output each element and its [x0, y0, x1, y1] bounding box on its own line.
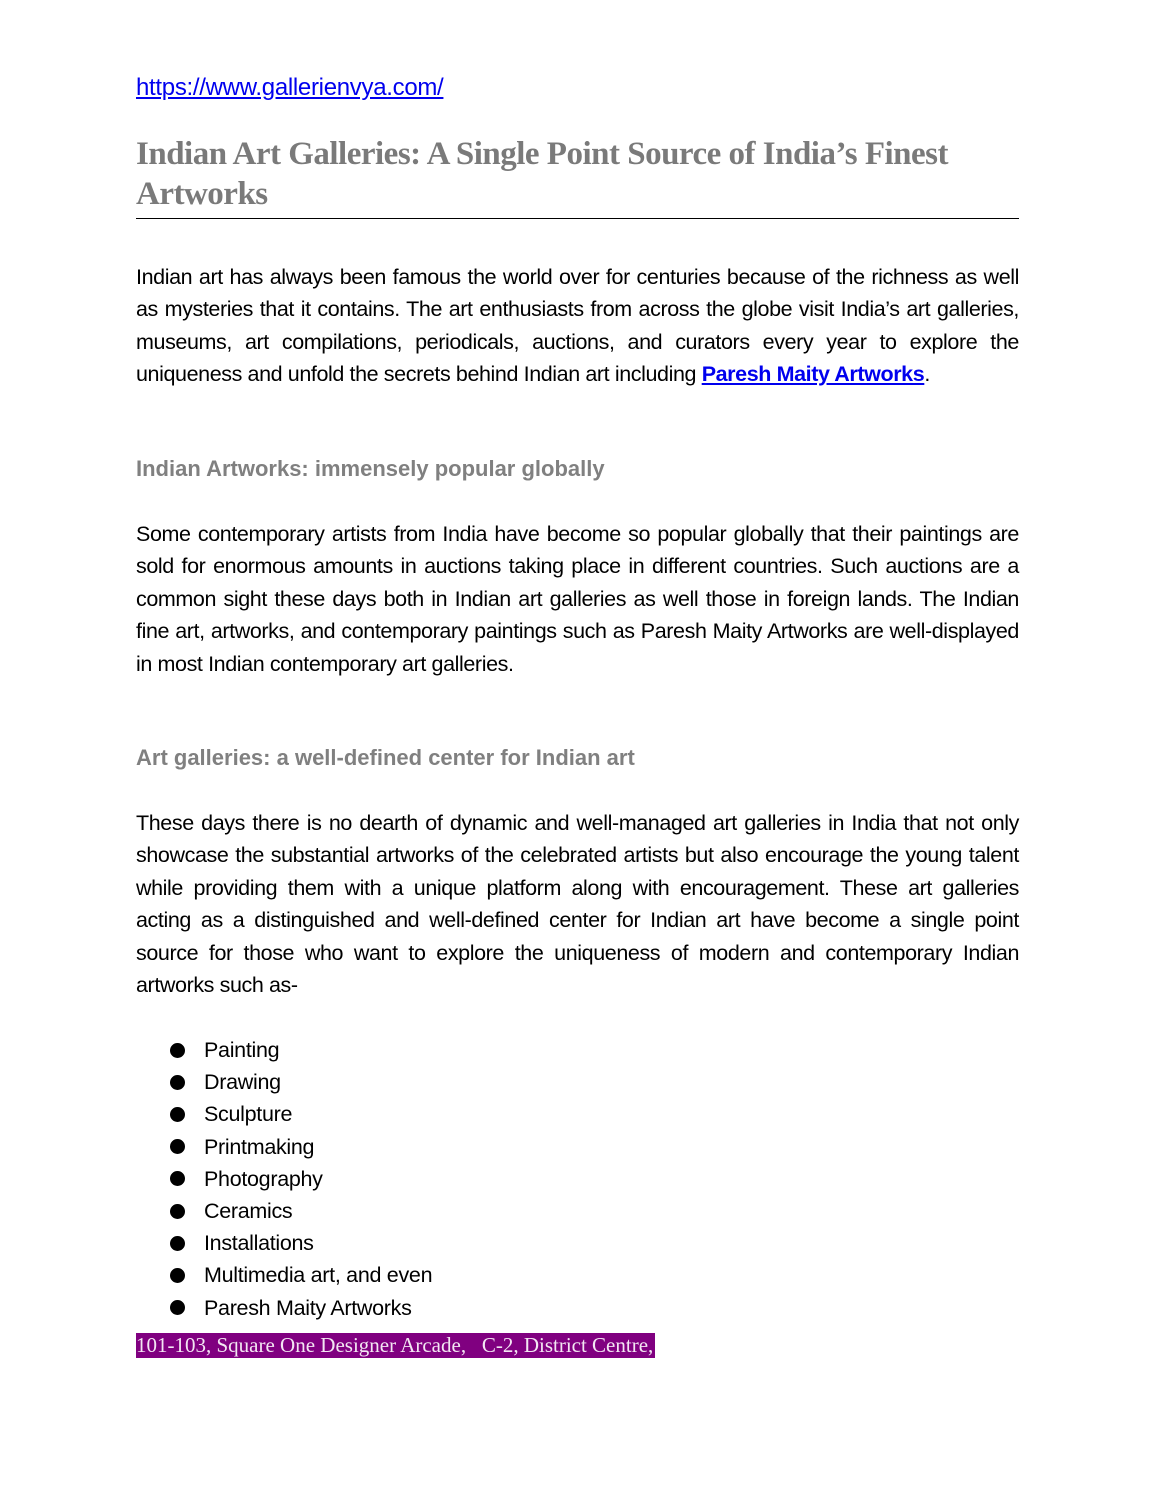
section-heading-center: Art galleries: a well-defined center for Indian art [136, 745, 635, 770]
bullet-icon [170, 1204, 185, 1219]
bullet-icon [170, 1043, 185, 1058]
list-item-label: Ceramics [204, 1199, 293, 1224]
intro-paragraph [136, 261, 1019, 391]
list-item [170, 1066, 770, 1098]
page-title: Indian Art Galleries: A Single Point Source of India’s Finest Artworks [136, 134, 1019, 219]
bullet-icon [170, 1139, 185, 1154]
bullet-icon [170, 1107, 185, 1122]
paresh-maity-artworks-link[interactable]: Paresh Maity Artworks [701, 362, 925, 387]
center-paragraph: These days there is no dearth of dynamic and well-managed art galleries in India that not only showcase the substantial artworks of the celebrated artists but also encourage the young talent while providing them with a unique platform along with encouragement. These art galleries acting as a distinguished and well-defined center for Indian art have become a single point source for those who want to explore the uniqueness of modern and contemporary Indian artworks such as- [136, 811, 1019, 998]
list-item-label: Photography [204, 1166, 323, 1191]
bullet-icon [170, 1171, 185, 1186]
list-item [170, 1131, 770, 1163]
list-item-label: Printmaking [204, 1134, 315, 1159]
list-item [170, 1163, 770, 1195]
list-item-label: Multimedia art, and even [204, 1263, 433, 1288]
intro-text-end: . [924, 362, 930, 387]
list-item-label: Sculpture [204, 1102, 293, 1127]
footer-address: 101-103, Square One Designer Arcade, C-2, District Centre, [136, 1333, 654, 1357]
bullet-icon [170, 1300, 185, 1315]
list-item [170, 1098, 770, 1130]
list-item [170, 1259, 770, 1291]
intro-text: Indian art has always been famous the world over for centuries because of the richness as well as mysteries that it contains. The art enthusiasts from across the globe visit India’s art galleries, museums, art compilations, periodicals, auctions, and curators every year to explore the uniqueness and unfold the secrets behind Indian art including [136, 265, 1019, 387]
bullet-icon [170, 1236, 185, 1251]
bullet-icon [170, 1268, 185, 1283]
list-item [170, 1034, 770, 1066]
list-item [170, 1227, 770, 1259]
list-item [170, 1292, 770, 1324]
list-item-label: Drawing [204, 1070, 281, 1095]
popular-paragraph: Some contemporary artists from India have become so popular globally that their paintings are sold for enormous amounts in auctions taking place in different countries. Such auctions are a common sight these days both in Indian art galleries as well those in foreign lands. The Indian fine art, artworks, and contemporary paintings such as Paresh Maity Artworks are well-displayed in most Indian contemporary art galleries. [136, 522, 1019, 676]
list-item [170, 1195, 770, 1227]
bullet-icon [170, 1075, 185, 1090]
list-item-label: Painting [204, 1038, 280, 1062]
art-forms-list [170, 1034, 770, 1324]
list-item-label: Paresh Maity Artworks [204, 1295, 412, 1320]
list-item-label: Installations [204, 1231, 314, 1256]
website-url-link[interactable]: https://www.gallerienvya.com/ [136, 74, 444, 101]
section-heading-popular: Indian Artworks: immensely popular globally [136, 456, 605, 481]
